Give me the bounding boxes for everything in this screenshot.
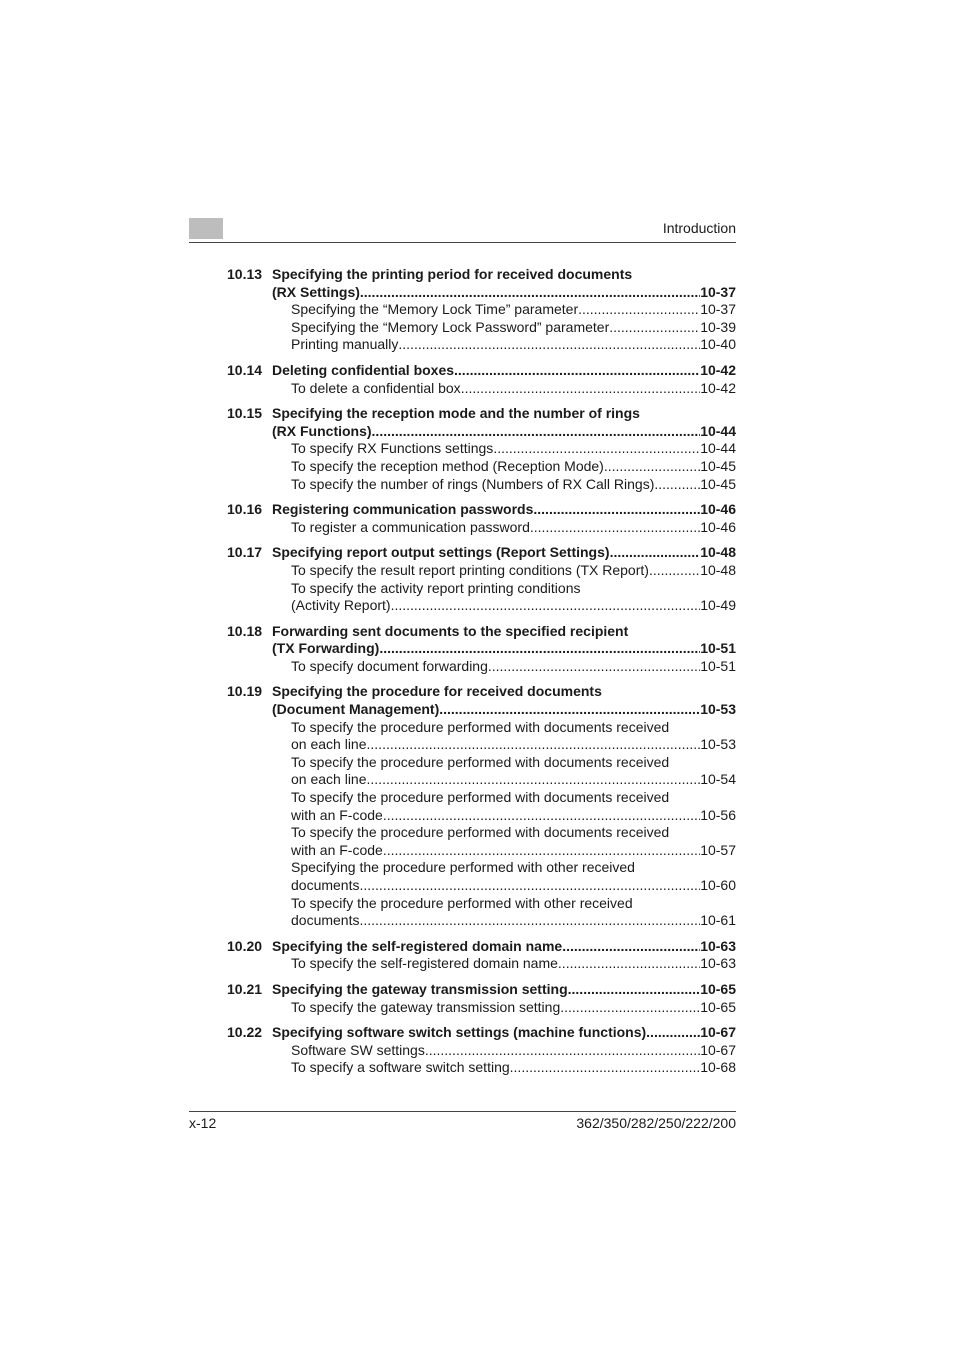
entry-page-number: 10-46: [700, 518, 736, 535]
section-number: 10.13: [227, 266, 263, 282]
entry-page-number: 10-39: [700, 318, 736, 335]
dot-leader: [461, 380, 701, 398]
toc-entry[interactable]: [291, 719, 736, 754]
toc-section-10-14: [227, 362, 736, 397]
dot-leader: [530, 519, 700, 537]
page-number: x-12: [189, 1115, 217, 1131]
toc-entry[interactable]: [291, 859, 736, 894]
entry-title: To specify RX Functions settings: [291, 440, 494, 457]
section-title[interactable]: Deleting confidential boxes: [272, 361, 455, 378]
dot-leader: [493, 440, 700, 458]
entry-page-number: 10-56: [700, 806, 736, 823]
toc-section-10-17: [227, 544, 736, 614]
entry-page-number: 10-44: [700, 440, 736, 457]
dot-leader: [604, 458, 700, 476]
dot-leader: [439, 701, 700, 719]
entry-title: To specify the procedure performed with other received: [291, 894, 633, 911]
toc-entry[interactable]: [291, 895, 736, 930]
entry-title: To specify the activity report printing conditions: [291, 579, 581, 596]
entry-title: To register a communication password: [291, 518, 530, 535]
dot-leader: [359, 877, 700, 895]
entry-page-number: 10-54: [700, 771, 736, 788]
dot-leader: [359, 912, 700, 930]
section-number: 10.21: [227, 980, 263, 997]
entry-page-number: 10-67: [700, 1041, 736, 1058]
section-title[interactable]: Specifying the reception mode and the number of rings: [272, 405, 640, 422]
entry-title: To specify a software switch setting: [291, 1059, 510, 1076]
dot-leader: [562, 938, 700, 956]
dot-leader: [391, 597, 701, 615]
section-title[interactable]: Registering communication passwords: [272, 501, 534, 518]
entry-title: To specify document forwarding: [291, 657, 488, 674]
entry-title: Specifying the procedure performed with other received: [291, 859, 635, 876]
entry-title-continued: (Activity Report): [291, 597, 391, 614]
section-page-number[interactable]: 10-53: [700, 701, 736, 718]
entry-title: To specify the gateway transmission setting: [291, 998, 561, 1015]
entry-title: To specify the reception method (Reception Mode): [291, 457, 604, 474]
section-title-continued[interactable]: (RX Settings): [272, 283, 360, 300]
section-page-number[interactable]: 10-37: [700, 283, 736, 300]
dot-leader: [646, 1024, 700, 1042]
section-title[interactable]: Specifying report output settings (Report Settings): [272, 544, 610, 561]
entry-title: Software SW settings: [291, 1041, 425, 1058]
dot-leader: [454, 362, 700, 380]
toc-entry[interactable]: [291, 1042, 736, 1060]
section-number: 10.19: [227, 683, 263, 700]
toc-entry[interactable]: [291, 580, 736, 615]
entry-page-number: 10-37: [700, 301, 736, 318]
entry-title: To specify the procedure performed with documents received: [291, 753, 670, 770]
toc-entry[interactable]: [291, 519, 736, 537]
dot-leader: [372, 423, 701, 441]
section-number: 10.18: [227, 622, 263, 639]
entry-page-number: 10-53: [700, 736, 736, 753]
section-number: 10.14: [227, 361, 263, 378]
entry-title-continued: on each line: [291, 771, 367, 788]
toc-entry[interactable]: [291, 754, 736, 789]
chapter-tab-marker: [189, 218, 223, 239]
dot-leader: [558, 955, 700, 973]
entry-page-number: 10-61: [700, 912, 736, 929]
dot-leader: [533, 501, 700, 519]
section-title-continued[interactable]: (TX Forwarding): [272, 640, 380, 657]
entry-title: Printing manually: [291, 336, 399, 353]
toc-entry[interactable]: [291, 562, 736, 580]
entry-title-continued: with an F-code: [291, 806, 383, 823]
toc-entry[interactable]: [291, 440, 736, 458]
footer-rule: [189, 1111, 736, 1112]
toc-entry[interactable]: [291, 458, 736, 476]
section-number: 10.16: [227, 501, 263, 518]
toc-section-10-16: [227, 501, 736, 536]
toc-section-10-21: [227, 981, 736, 1016]
toc-section-10-15: [227, 405, 736, 493]
toc-entry[interactable]: [291, 658, 736, 676]
section-page-number[interactable]: 10-44: [700, 422, 736, 439]
dot-leader: [398, 336, 700, 354]
entry-title-continued: on each line: [291, 736, 367, 753]
section-title[interactable]: Specifying the self-registered domain name: [272, 937, 563, 954]
toc-entry[interactable]: [291, 1059, 736, 1077]
entry-title: To delete a confidential box: [291, 379, 461, 396]
toc-entry[interactable]: [291, 476, 736, 494]
section-title-continued[interactable]: (RX Functions): [272, 422, 372, 439]
section-number: 10.17: [227, 544, 263, 561]
section-page-number[interactable]: 10-51: [700, 640, 736, 657]
dot-leader: [488, 658, 700, 676]
entry-page-number: 10-57: [700, 841, 736, 858]
entry-title: To specify the procedure performed with documents received: [291, 718, 670, 735]
toc-entry[interactable]: [291, 789, 736, 824]
section-page-number[interactable]: 10-46: [700, 501, 736, 518]
entry-title: To specify the procedure performed with documents received: [291, 789, 670, 806]
section-number: 10.20: [227, 937, 263, 954]
toc-section-10-13: [227, 266, 736, 354]
dot-leader: [379, 640, 700, 658]
entry-title-continued: documents: [291, 912, 360, 929]
entry-title: Specifying the “Memory Lock Time” parameter: [291, 301, 579, 318]
entry-title: To specify the number of rings (Numbers of RX Call Rings): [291, 475, 655, 492]
entry-title: To specify the result report printing conditions (TX Report): [291, 561, 649, 578]
dot-leader: [578, 301, 700, 319]
toc-entry[interactable]: [291, 824, 736, 859]
toc-entry[interactable]: [291, 301, 736, 319]
section-title[interactable]: Forwarding sent documents to the specified recipient: [272, 622, 629, 639]
section-title[interactable]: Specifying the gateway transmission setting: [272, 980, 568, 997]
entry-page-number: 10-68: [700, 1059, 736, 1076]
toc-entry[interactable]: [291, 955, 736, 973]
dot-leader: [649, 562, 700, 580]
header-rule: [189, 242, 736, 243]
dot-leader: [560, 999, 700, 1017]
section-page-number[interactable]: 10-42: [700, 361, 736, 378]
entry-page-number: 10-48: [700, 561, 736, 578]
entry-title: To specify the self-registered domain name: [291, 955, 558, 972]
toc-section-10-18: [227, 623, 736, 676]
entry-page-number: 10-65: [700, 998, 736, 1015]
toc-entry[interactable]: [291, 999, 736, 1017]
section-page-number[interactable]: 10-63: [700, 937, 736, 954]
entry-page-number: 10-60: [700, 877, 736, 893]
entry-page-number: 10-45: [700, 457, 736, 474]
dot-leader: [510, 1059, 701, 1077]
section-page-number[interactable]: 10-65: [700, 980, 736, 997]
toc-section-10-19: [227, 683, 736, 929]
entry-title-continued: with an F-code: [291, 841, 383, 858]
dot-leader: [609, 319, 700, 337]
section-title[interactable]: Specifying software switch settings (machine functions): [272, 1024, 647, 1041]
entry-title: Specifying the “Memory Lock Password” parameter: [291, 318, 610, 335]
toc-entry[interactable]: [291, 336, 736, 354]
entry-page-number: 10-63: [700, 955, 736, 972]
entry-title: To specify the procedure performed with documents received: [291, 824, 670, 841]
dot-leader: [610, 544, 701, 562]
entry-page-number: 10-40: [700, 336, 736, 353]
section-title[interactable]: Specifying the printing period for received documents: [272, 266, 633, 282]
toc-section-10-20: [227, 938, 736, 973]
dot-leader: [654, 476, 700, 494]
dot-leader: [360, 284, 700, 302]
dot-leader: [425, 1042, 700, 1060]
table-of-contents: [227, 266, 736, 1085]
entry-title-continued: documents: [291, 877, 360, 893]
toc-entry[interactable]: [291, 319, 736, 337]
dot-leader: [568, 981, 701, 999]
section-number: 10.22: [227, 1024, 263, 1041]
entry-page-number: 10-45: [700, 475, 736, 492]
entry-page-number: 10-49: [700, 597, 736, 614]
toc-entry[interactable]: [291, 380, 736, 398]
entry-page-number: 10-42: [700, 379, 736, 396]
section-page-number[interactable]: 10-67: [700, 1024, 736, 1041]
model-numbers: 362/350/282/250/222/200: [576, 1115, 736, 1131]
section-number: 10.15: [227, 405, 263, 422]
running-header-title: Introduction: [662, 220, 736, 236]
entry-page-number: 10-51: [700, 657, 736, 674]
toc-section-10-22: [227, 1024, 736, 1077]
dot-leader: [383, 842, 700, 860]
section-page-number[interactable]: 10-48: [700, 544, 736, 561]
dot-leader: [383, 807, 700, 825]
dot-leader: [367, 736, 701, 754]
dot-leader: [367, 771, 701, 789]
section-title[interactable]: Specifying the procedure for received documents: [272, 683, 602, 700]
section-title-continued[interactable]: (Document Management): [272, 701, 440, 718]
